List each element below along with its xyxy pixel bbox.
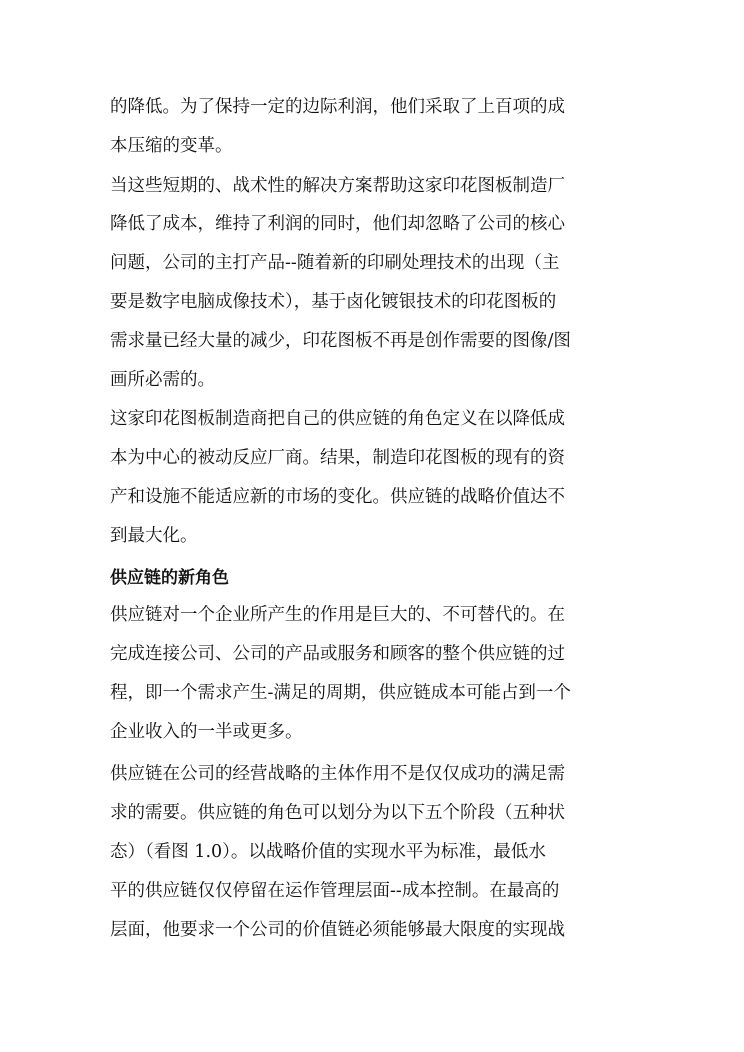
paragraph-line: 产和设施不能适应新的市场的变化。供应链的战略价值达不 (110, 487, 565, 507)
paragraph-line: 的降低。为了保持一定的边际利润，他们采取了上百项的成 (110, 97, 565, 117)
paragraph-line: 供应链对一个企业所产生的作用是巨大的、不可替代的。在 (110, 605, 565, 625)
paragraph-line: 求的需要。供应链的角色可以划分为以下五个阶段（五种状 (110, 803, 565, 823)
paragraph-line: 态）（看图 1.0）。以战略价值的实现水平为标准，最低水 (110, 842, 546, 862)
paragraph-line: 本压缩的变革。 (110, 136, 233, 156)
paragraph-line: 平的供应链仅仅停留在运作管理层面--成本控制。在最高的 (110, 881, 560, 901)
paragraph-line: 要是数字电脑成像技术），基于卤化镀银技术的印花图板的 (110, 292, 557, 312)
paragraph-line: 这家印花图板制造商把自己的供应链的角色定义在以降低成 (110, 409, 565, 429)
paragraph-line: 供应链在公司的经营战略的主体作用不是仅仅成功的满足需 (110, 764, 565, 784)
paragraph-line: 当这些短期的、战术性的解决方案帮助这家印花图板制造厂 (110, 176, 565, 196)
paragraph-line: 到最大化。 (110, 526, 198, 546)
paragraph-line: 完成连接公司、公司的产品或服务和顾客的整个供应链的过 (110, 644, 565, 664)
paragraph-line: 需求量已经大量的减少，印花图板不再是创作需要的图像/图 (110, 331, 571, 351)
paragraph-line: 层面，他要求一个公司的价值链必须能够最大限度的实现战 (110, 920, 565, 940)
paragraph-line: 问题，公司的主打产品--随着新的印刷处理技术的出现（主 (110, 253, 560, 273)
paragraph-line: 程，即一个需求产生-满足的周期，供应链成本可能占到一个 (110, 683, 571, 703)
paragraph-line: 本为中心的被动反应厂商。结果，制造印花图板的现有的资 (110, 448, 565, 468)
paragraph-line: 企业收入的一半或更多。 (110, 722, 303, 742)
paragraph-line: 画所必需的。 (110, 370, 215, 390)
paragraph-line: 降低了成本，维持了利润的同时，他们却忽略了公司的核心 (110, 214, 565, 234)
section-heading: 供应链的新角色 (110, 568, 229, 588)
